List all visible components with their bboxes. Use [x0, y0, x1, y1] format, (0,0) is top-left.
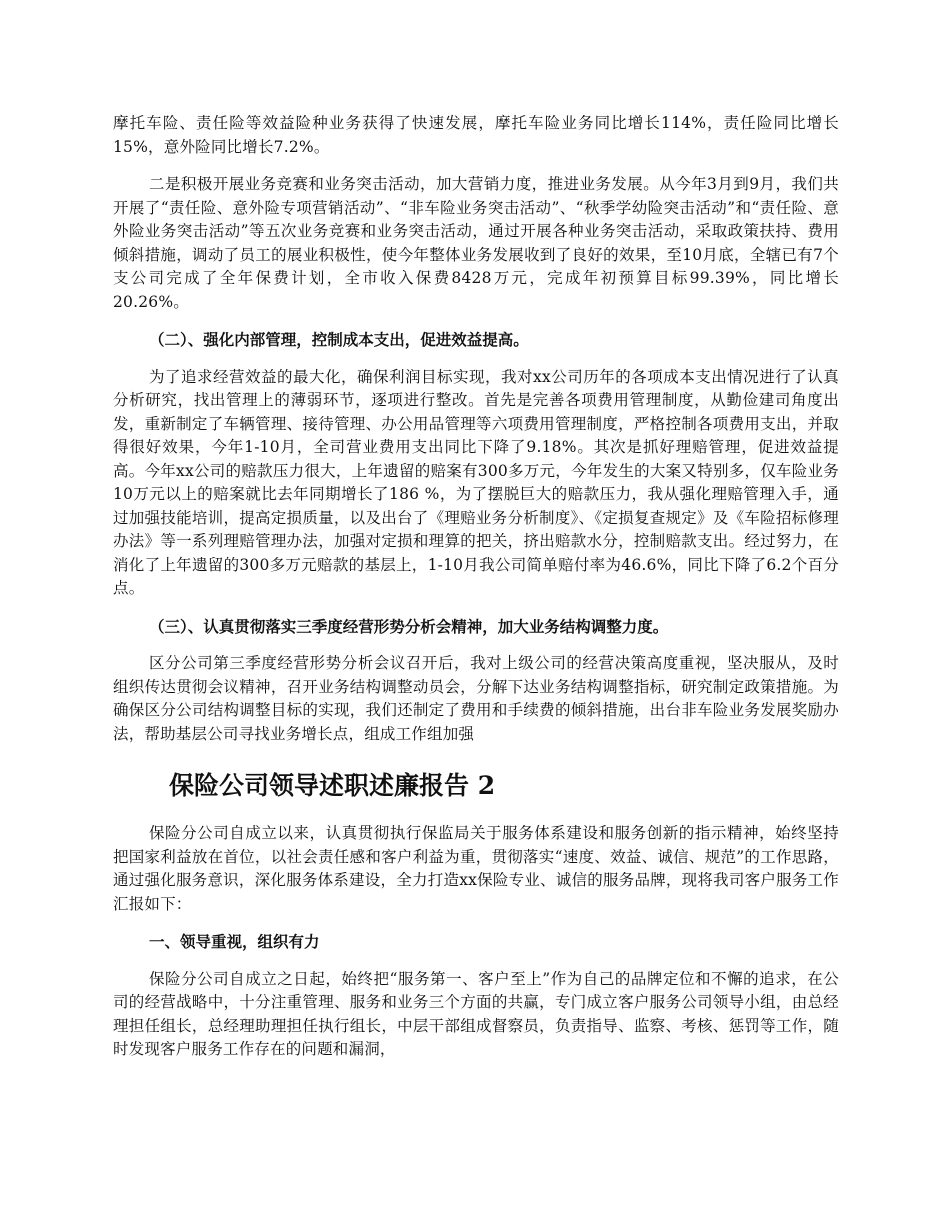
subheading-4: 一、领导重视，组织有力: [149, 932, 320, 951]
paragraph-4: 区分公司第三季度经营形势分析会议召开后，我对上级公司的经营决策高度重视，坚决服从，及时组织传达贯彻会议精神，召开业务结构调整动员会，分解下达业务结构调整指标，研究制定政策措施。为确保区分公司结构调整目标的实现，我们还制定了费用和手续费的倾斜措施，出台非车险业务发展奖励办法，帮助基层公司寻找业务增长点，组成工作组加强: [113, 654, 839, 743]
paragraph-3: 为了追求经营效益的最大化，确保利润目标实现，我对xx公司历年的各项成本支出情况进行了认真分析研究，找出管理上的薄弱环节，逐项进行整改。首先是完善各项费用管理制度，从勤俭建司角度出发，重新制定了车辆管理、接待管理、办公用品管理等六项费用管理制度，严格控制各项费用支出，并取得很好效果，今年1-10月，全司营业费用支出同比下降了9.18%。其次是抓好理赔管理，促进效益提高。今年xx公司的赔款压力很大，上年遗留的赔案有300多万元，今年发生的大案又特别多，仅车险业务10万元以上的赔案就比去年同期增长了186 %，为了摆脱巨大的赔款压力，我从强化理赔管理入手，通过加强技能培训，提高定损质量，以及出台了《理赔业务分析制度》、《定损复查规定》及《车险招标修理办法》等一系列理赔管理办法，加强对定损和理算的把关，挤出赔款水分，控制赔款支出。经过努力，在消化了上年遗留的300多万元赔款的基层上，1-10月我公司简单赔付率为46.6%，同比下降了6.2个百分点。: [113, 367, 839, 597]
paragraph-2: 二是积极开展业务竞赛和业务突击活动，加大营销力度，推进业务发展。从今年3月到9月，我们共开展了“责任险、意外险专项营销活动”、“非车险业务突击活动”、“秋季学幼险突击活动”和“责任险、意外险业务突击活动”等五次业务竞赛和业务突击活动，通过开展各种业务突击活动，采取政策扶持、费用倾斜措施，调动了员工的展业积极性，使今年整体业务发展收到了良好的效果，至10月底，全辖已有7个支公司完成了全年保费计划，全市收入保费8428万元，完成年初预算目标99.39%，同比增长20.26%。: [113, 175, 839, 311]
paragraph-5: 保险分公司自成立以来，认真贯彻执行保监局关于服务体系建设和服务创新的指示精神，始终坚持把国家利益放在首位，以社会责任感和客户利益为重，贯彻落实“速度、效益、诚信、规范”的工作思路，通过强化服务意识，深化服务体系建设，全力打造xx保险专业、诚信的服务品牌，现将我司客户服务工作汇报如下：: [113, 824, 839, 913]
document-page: [113, 112, 839, 1076]
paragraph-6: 保险分公司自成立之日起，始终把“服务第一、客户至上”作为自己的品牌定位和不懈的追求，在公司的经营战略中，十分注重管理、服务和业务三个方面的共赢，专门成立客户服务公司领导小组，由总经理担任组长，总经理助理担任执行组长，中层干部组成督察员，负责指导、监察、考核、惩罚等工作，随时发现客户服务工作存在的问题和漏洞，: [113, 969, 839, 1058]
subheading-2: （二）、强化内部管理，控制成本支出，促进效益提高。: [149, 330, 529, 349]
subheading-3: （三）、认真贯彻落实三季度经营形势分析会精神，加大业务结构调整力度。: [149, 616, 669, 636]
paragraph-1: 摩托车险、责任险等效益险种业务获得了快速发展，摩托车险业务同比增长114%，责任险同比增长15%，意外险同比增长7.2%。: [113, 114, 839, 156]
section-title: 保险公司领导述职述廉报告 2: [169, 771, 496, 800]
